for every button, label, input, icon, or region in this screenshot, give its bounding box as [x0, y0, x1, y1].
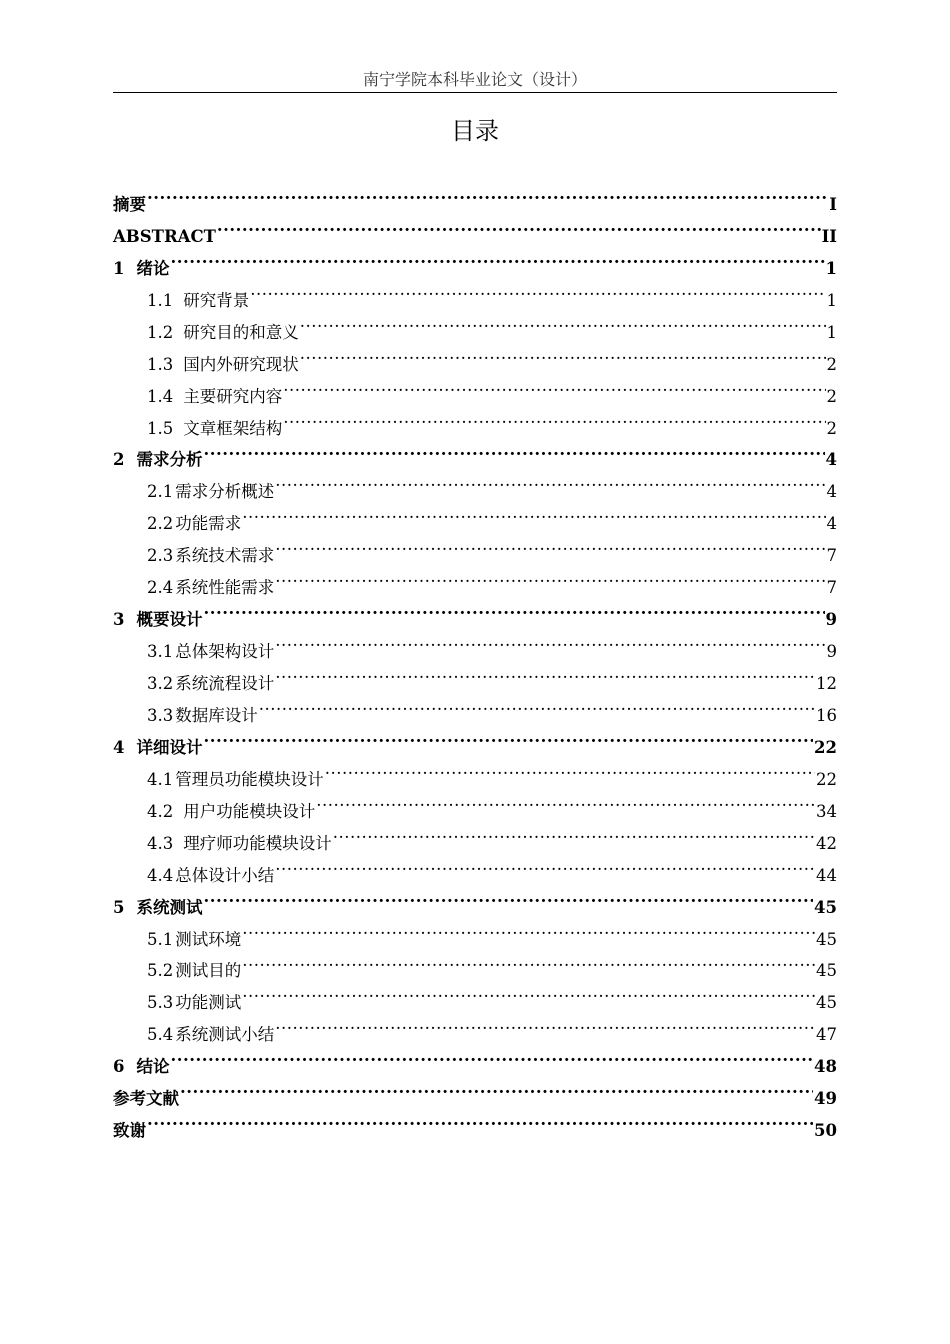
- dot-leader: [242, 945, 815, 977]
- dot-leader: [325, 753, 815, 785]
- toc-entry-number: 1.5: [147, 418, 174, 438]
- dot-leader: [275, 529, 825, 561]
- page-title: 目录: [451, 117, 499, 145]
- dot-leader: [203, 434, 824, 466]
- toc-entry-label: 研究背景: [183, 290, 250, 310]
- toc-entry-label: 主要研究内容: [183, 386, 283, 406]
- toc-entry-number: 2.1: [147, 482, 174, 502]
- dot-leader: [147, 178, 828, 210]
- toc-entry-page-number: 1: [825, 258, 837, 278]
- toc-entry-page-number: 49: [814, 1089, 837, 1109]
- toc-entry-label: 总体架构设计: [175, 642, 275, 662]
- toc-entry-page-number: 45: [816, 929, 837, 949]
- toc-entry-number: 5.2: [147, 961, 174, 981]
- toc-entry-label: 国内外研究现状: [183, 354, 299, 374]
- dot-leader: [242, 976, 815, 1008]
- toc-entry-label: 管理员功能模块设计: [175, 769, 324, 789]
- toc-entry-chapter[interactable]: [113, 434, 837, 470]
- toc-entry-page-number: 16: [816, 705, 837, 725]
- toc-entry-label: 用户功能模块设计: [183, 801, 316, 821]
- toc-entry-label: 总体设计小结: [175, 865, 275, 885]
- toc-entry-page-number: 45: [816, 961, 837, 981]
- table-of-contents: [113, 178, 837, 1141]
- dot-leader: [170, 1040, 813, 1072]
- toc-entry-section[interactable]: [113, 274, 837, 310]
- dot-leader: [333, 817, 815, 849]
- toc-entry-page-number: 7: [826, 578, 837, 598]
- toc-entry-page-number: 4: [826, 514, 837, 534]
- toc-entry-label: 参考文献: [113, 1089, 179, 1109]
- toc-entry-number: 2.4: [147, 578, 174, 598]
- dot-leader: [283, 402, 825, 434]
- toc-entry-page-number: II: [821, 226, 837, 246]
- dot-leader: [217, 210, 821, 242]
- dot-leader: [300, 306, 826, 338]
- toc-entry-section[interactable]: [113, 625, 837, 662]
- toc-entry-label: 系统技术需求: [175, 546, 275, 566]
- toc-entry-chapter[interactable]: [113, 881, 837, 917]
- toc-entry-label: 研究目的和意义: [183, 322, 299, 342]
- toc-entry-page-number: 48: [814, 1057, 837, 1077]
- dot-leader: [259, 689, 815, 721]
- toc-entry-label: 系统测试小结: [175, 1025, 275, 1045]
- dot-leader: [275, 561, 825, 593]
- toc-entry-page-number: 7: [826, 546, 837, 566]
- toc-entry-label: 致谢: [113, 1121, 146, 1141]
- toc-entry-page-number: 9: [826, 642, 837, 662]
- toc-entry-label: 理疗师功能模块设计: [183, 833, 332, 853]
- toc-entry-page-number: 1: [826, 290, 837, 310]
- toc-entry-page-number: 2: [826, 418, 837, 438]
- dot-leader: [242, 497, 825, 529]
- toc-entry-number: 1.3: [147, 354, 174, 374]
- dot-leader: [275, 849, 815, 881]
- toc-entry-number: 1: [113, 258, 125, 278]
- toc-entry-number: 4: [113, 737, 125, 757]
- toc-entry-number: 2: [113, 450, 125, 470]
- toc-entry-number: 3.1: [147, 642, 174, 662]
- toc-entry-label: 需求分析概述: [175, 482, 275, 502]
- dot-leader: [275, 465, 825, 497]
- toc-entry-page-number: 12: [816, 674, 837, 693]
- toc-entry-chapter[interactable]: [113, 593, 837, 630]
- dot-leader: [300, 338, 826, 370]
- toc-entry-number: 5: [113, 897, 125, 917]
- dot-leader: [275, 657, 815, 689]
- toc-entry-section[interactable]: [113, 753, 837, 789]
- toc-entry-label: 需求分析: [136, 450, 203, 470]
- toc-entry-page-number: 9: [825, 610, 837, 630]
- toc-entry-page-number: 4: [825, 450, 837, 470]
- toc-entry-number: 6: [113, 1057, 125, 1077]
- dot-leader: [275, 1008, 815, 1040]
- toc-entry-page-number: 50: [814, 1121, 837, 1141]
- toc-entry-number: 5.3: [147, 993, 174, 1013]
- toc-entry-label: 详细设计: [136, 737, 203, 757]
- dot-leader: [147, 1104, 813, 1136]
- toc-entry-section[interactable]: [113, 465, 837, 502]
- toc-entry-page-number: 42: [816, 833, 837, 853]
- toc-entry-number: 3.3: [147, 705, 174, 725]
- toc-entry-number: 1.1: [147, 290, 174, 310]
- toc-entry-chapter[interactable]: [113, 721, 837, 757]
- toc-entry-page-number: 34: [816, 801, 837, 821]
- dot-leader: [170, 242, 824, 274]
- toc-entry-page-number: I: [829, 194, 837, 214]
- toc-entry-page-number: 1: [826, 322, 837, 342]
- toc-entry-label: 系统流程设计: [175, 674, 275, 693]
- toc-entry-page-number: 2: [826, 354, 837, 374]
- toc-entry-section[interactable]: [113, 913, 837, 949]
- toc-entry-chapter[interactable]: [113, 1104, 837, 1141]
- toc-entry-chapter[interactable]: [113, 178, 837, 214]
- dot-leader: [203, 593, 824, 625]
- toc-entry-chapter[interactable]: [113, 1040, 837, 1077]
- toc-entry-label: 文章框架结构: [183, 418, 283, 438]
- toc-entry-number: 4.3: [147, 833, 174, 853]
- toc-entry-label: 系统性能需求: [175, 578, 275, 598]
- toc-entry-page-number: 22: [816, 769, 837, 789]
- toc-entry-number: 5.4: [147, 1025, 174, 1045]
- toc-entry-page-number: 45: [814, 897, 837, 917]
- toc-entry-chapter[interactable]: [113, 242, 837, 278]
- toc-entry-number: 3.2: [147, 674, 174, 693]
- dot-leader: [180, 1072, 813, 1104]
- toc-entry-number: 4.4: [147, 865, 174, 885]
- toc-entry-number: 4.2: [147, 801, 174, 821]
- toc-entry-label: 概要设计: [136, 610, 203, 630]
- toc-entry-label: 结论: [136, 1057, 170, 1077]
- dot-leader: [203, 721, 813, 753]
- dot-leader: [250, 274, 825, 306]
- page-header: 南宁学院本科毕业论文（设计）: [113, 68, 837, 93]
- toc-entry-page-number: 45: [816, 993, 837, 1013]
- toc-entry-page-number: 44: [816, 865, 837, 885]
- toc-entry-page-number: 4: [826, 482, 837, 502]
- dot-leader: [275, 625, 825, 657]
- toc-entry-chapter[interactable]: [113, 1072, 837, 1109]
- toc-entry-number: 5.1: [147, 929, 174, 949]
- toc-entry-number: 3: [113, 610, 125, 630]
- toc-entry-page-number: 2: [826, 386, 837, 406]
- toc-entry-number: 4.1: [147, 769, 174, 789]
- toc-entry-number: 2.2: [147, 514, 174, 534]
- toc-entry-number: 1.2: [147, 322, 174, 342]
- toc-entry-label: 摘要: [113, 194, 146, 214]
- dot-leader: [283, 370, 825, 402]
- toc-entry-label: 绪论: [136, 258, 170, 278]
- toc-entry-label: 测试目的: [175, 961, 242, 981]
- toc-entry-label: 数据库设计: [175, 705, 258, 725]
- toc-entry-label: 测试环境: [175, 929, 242, 949]
- dot-leader: [203, 881, 813, 913]
- toc-entry-number: 1.4: [147, 386, 174, 406]
- toc-entry-number: 2.3: [147, 546, 174, 566]
- toc-entry-label: 功能需求: [175, 514, 242, 534]
- toc-entry-page-number: 47: [816, 1025, 837, 1045]
- toc-entry-label: ABSTRACT: [113, 226, 216, 246]
- toc-entry-label: 系统测试: [136, 897, 203, 917]
- dot-leader: [316, 785, 815, 817]
- toc-entry-chapter[interactable]: [113, 210, 837, 246]
- toc-entry-label: 功能测试: [175, 993, 242, 1013]
- dot-leader: [242, 913, 815, 945]
- toc-entry-page-number: 22: [814, 737, 837, 757]
